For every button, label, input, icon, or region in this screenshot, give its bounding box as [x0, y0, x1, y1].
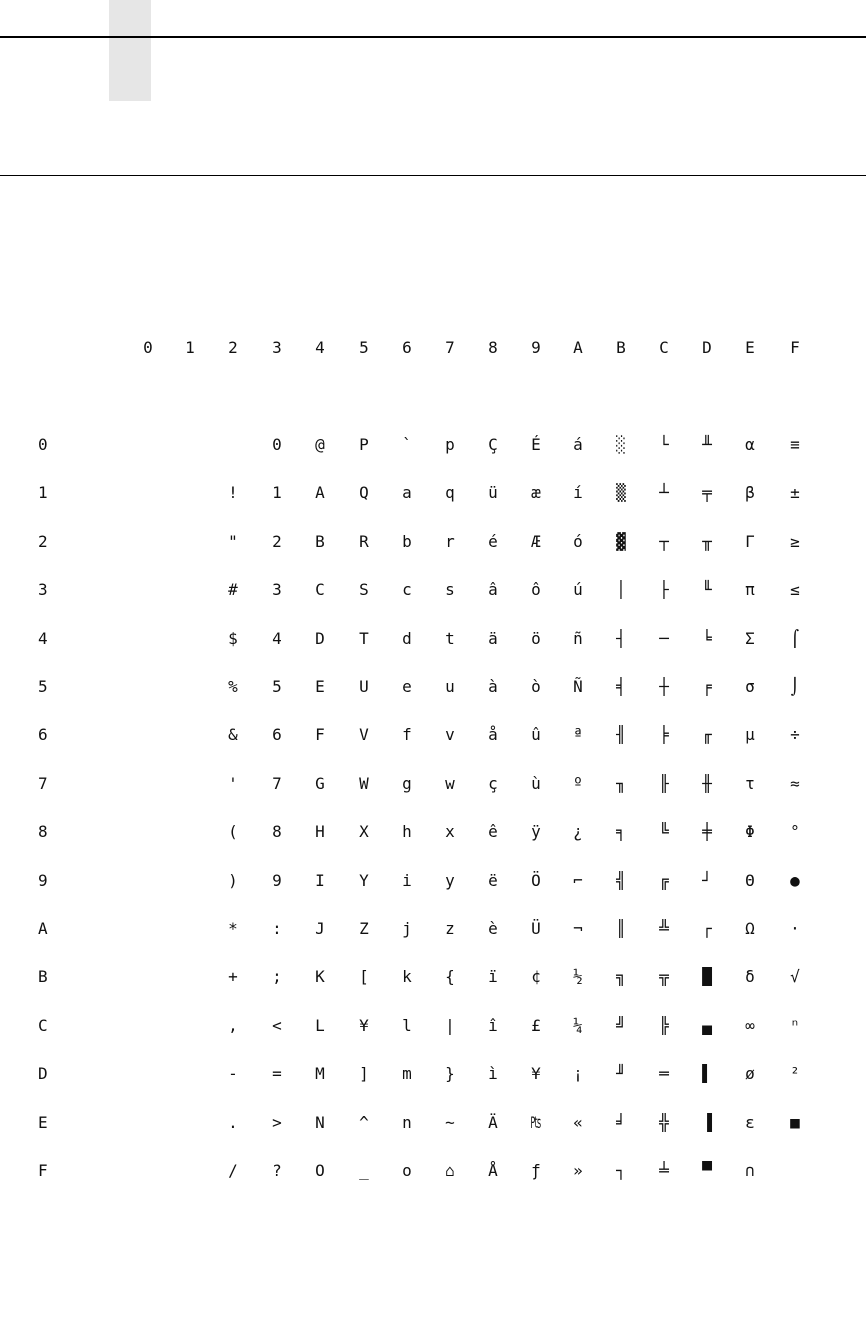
character-cell: Ñ [573, 677, 583, 696]
character-cell: ░ [616, 435, 626, 454]
character-cell: ■ [790, 1113, 800, 1132]
character-cell: ╗ [616, 967, 626, 986]
character-cell: ï [488, 967, 498, 986]
character-cell: « [573, 1113, 583, 1132]
character-cell: ú [573, 580, 583, 599]
character-cell: à [488, 677, 498, 696]
character-cell: l [402, 1016, 412, 1035]
character-cell: h [402, 822, 412, 841]
header-rule [0, 36, 866, 38]
character-cell: ╜ [616, 1064, 626, 1083]
column-header: 9 [531, 338, 541, 357]
character-cell: a [402, 483, 412, 502]
character-cell: │ [616, 580, 626, 599]
character-cell: ║ [616, 919, 626, 938]
character-cell: ä [488, 629, 498, 648]
character-cell: T [359, 629, 369, 648]
character-cell: ¼ [573, 1016, 583, 1035]
row-header: A [38, 919, 48, 938]
character-cell: $ [228, 629, 238, 648]
character-cell: ⌠ [790, 629, 800, 648]
character-cell: c [402, 580, 412, 599]
character-cell: ü [488, 483, 498, 502]
character-cell: Ω [745, 919, 755, 938]
column-header: E [745, 338, 755, 357]
character-cell: ╠ [659, 1016, 669, 1035]
character-cell: . [228, 1113, 238, 1132]
character-cell: Å [488, 1161, 498, 1180]
character-cell: █ [702, 967, 712, 986]
character-cell: ~ [445, 1113, 455, 1132]
character-cell: ▐ [702, 1113, 712, 1132]
character-cell: ▓ [616, 532, 626, 551]
character-cell: ╤ [702, 483, 712, 502]
row-header: 3 [38, 580, 48, 599]
character-cell: = [272, 1064, 282, 1083]
row-header: 1 [38, 483, 48, 502]
character-cell: * [228, 919, 238, 938]
row-header: 7 [38, 774, 48, 793]
character-cell: m [402, 1064, 412, 1083]
character-cell: δ [745, 967, 755, 986]
character-cell: e [402, 677, 412, 696]
character-cell: ; [272, 967, 282, 986]
character-cell: J [315, 919, 325, 938]
character-cell: ▄ [702, 1016, 712, 1035]
column-header: 8 [488, 338, 498, 357]
character-cell: { [445, 967, 455, 986]
character-cell: ╛ [616, 1113, 626, 1132]
row-header: 0 [38, 435, 48, 454]
character-cell: v [445, 725, 455, 744]
character-cell: X [359, 822, 369, 841]
character-cell: τ [745, 774, 755, 793]
character-cell: É [531, 435, 541, 454]
character-cell: ╞ [659, 725, 669, 744]
character-cell: ⌡ [790, 677, 800, 696]
character-cell: I [315, 871, 325, 890]
character-cell: ╒ [702, 677, 712, 696]
character-cell: E [315, 677, 325, 696]
character-cell: ì [488, 1064, 498, 1083]
character-cell: ! [228, 483, 238, 502]
column-header: C [659, 338, 669, 357]
character-cell: Æ [531, 532, 541, 551]
character-cell: í [573, 483, 583, 502]
character-cell: └ [659, 435, 669, 454]
character-cell: ε [745, 1113, 755, 1132]
character-cell: ╪ [702, 822, 712, 841]
character-cell: √ [790, 967, 800, 986]
character-cell: : [272, 919, 282, 938]
character-cell: ╔ [659, 871, 669, 890]
character-cell: j [402, 919, 412, 938]
character-cell: N [315, 1113, 325, 1132]
character-cell: 2 [272, 532, 282, 551]
character-cell: û [531, 725, 541, 744]
column-header: 2 [228, 338, 238, 357]
character-cell: ▌ [702, 1064, 712, 1083]
character-cell: ø [745, 1064, 755, 1083]
character-cell: M [315, 1064, 325, 1083]
character-cell: ' [228, 774, 238, 793]
character-cell: % [228, 677, 238, 696]
character-cell: - [228, 1064, 238, 1083]
character-cell: 4 [272, 629, 282, 648]
character-cell: Φ [745, 822, 755, 841]
character-cell: ½ [573, 967, 583, 986]
character-cell: ╧ [659, 1161, 669, 1180]
character-cell: k [402, 967, 412, 986]
character-cell: 6 [272, 725, 282, 744]
chapter-tab [109, 0, 151, 101]
character-cell: é [488, 532, 498, 551]
character-cell: ) [228, 871, 238, 890]
character-cell: è [488, 919, 498, 938]
character-cell: " [228, 532, 238, 551]
character-cell: w [445, 774, 455, 793]
character-cell: ╡ [616, 677, 626, 696]
row-header: E [38, 1113, 48, 1132]
row-header: 4 [38, 629, 48, 648]
section-rule [0, 175, 866, 176]
character-cell: ≥ [790, 532, 800, 551]
character-cell: U [359, 677, 369, 696]
row-header: 5 [38, 677, 48, 696]
character-cell: µ [745, 725, 755, 744]
character-cell: ¥ [359, 1016, 369, 1035]
character-cell: 8 [272, 822, 282, 841]
row-header: D [38, 1064, 48, 1083]
character-cell: ₧ [531, 1113, 541, 1132]
character-cell: | [445, 1016, 455, 1035]
character-cell: P [359, 435, 369, 454]
character-cell: ¢ [531, 967, 541, 986]
column-header: 0 [143, 338, 153, 357]
character-cell: ┐ [616, 1161, 626, 1180]
character-cell: t [445, 629, 455, 648]
character-cell: ⌐ [573, 871, 583, 890]
character-cell: p [445, 435, 455, 454]
character-cell: Ü [531, 919, 541, 938]
character-cell: Ä [488, 1113, 498, 1132]
character-cell: ö [531, 629, 541, 648]
character-cell: Z [359, 919, 369, 938]
character-cell: ¥ [531, 1064, 541, 1083]
character-cell: y [445, 871, 455, 890]
character-cell: ╦ [659, 967, 669, 986]
character-cell: Γ [745, 532, 755, 551]
character-cell: ≈ [790, 774, 800, 793]
row-header: 2 [38, 532, 48, 551]
character-cell: s [445, 580, 455, 599]
character-cell: # [228, 580, 238, 599]
character-cell: ╙ [702, 580, 712, 599]
character-cell: ╥ [702, 532, 712, 551]
character-cell: º [573, 774, 583, 793]
character-cell: ò [531, 677, 541, 696]
character-cell: d [402, 629, 412, 648]
character-cell: ╝ [616, 1016, 626, 1035]
character-cell: ÷ [790, 725, 800, 744]
character-cell: < [272, 1016, 282, 1035]
character-cell: α [745, 435, 755, 454]
character-cell: ┬ [659, 532, 669, 551]
character-cell: R [359, 532, 369, 551]
column-header: B [616, 338, 626, 357]
character-cell: σ [745, 677, 755, 696]
character-cell: 0 [272, 435, 282, 454]
character-cell: f [402, 725, 412, 744]
row-header: 6 [38, 725, 48, 744]
character-cell: g [402, 774, 412, 793]
column-header: D [702, 338, 712, 357]
character-cell: n [402, 1113, 412, 1132]
character-cell: ≡ [790, 435, 800, 454]
character-cell: ÿ [531, 822, 541, 841]
character-cell: V [359, 725, 369, 744]
character-cell: ç [488, 774, 498, 793]
character-cell: ° [790, 822, 800, 841]
character-cell: z [445, 919, 455, 938]
character-cell: ? [272, 1161, 282, 1180]
character-cell: H [315, 822, 325, 841]
character-cell: ┼ [659, 677, 669, 696]
column-header: 7 [445, 338, 455, 357]
character-cell: ├ [659, 580, 669, 599]
character-cell: ╕ [616, 822, 626, 841]
character-cell: ¿ [573, 822, 583, 841]
character-cell: S [359, 580, 369, 599]
character-cell: / [228, 1161, 238, 1180]
character-cell: 1 [272, 483, 282, 502]
character-cell: ─ [659, 629, 669, 648]
character-cell: o [402, 1161, 412, 1180]
character-cell: , [228, 1016, 238, 1035]
character-cell: ù [531, 774, 541, 793]
character-cell: G [315, 774, 325, 793]
character-cell: ● [790, 871, 800, 890]
character-cell: ⁿ [790, 1016, 800, 1035]
character-cell: ┴ [659, 483, 669, 502]
character-cell: ∩ [745, 1161, 755, 1180]
character-cell: ╬ [659, 1113, 669, 1132]
character-cell: ƒ [531, 1161, 541, 1180]
column-header: 5 [359, 338, 369, 357]
character-cell: ≤ [790, 580, 800, 599]
character-cell: ] [359, 1064, 369, 1083]
character-cell: Ö [531, 871, 541, 890]
character-cell: ^ [359, 1113, 369, 1132]
character-cell: q [445, 483, 455, 502]
character-cell: Q [359, 483, 369, 502]
character-cell: > [272, 1113, 282, 1132]
character-cell: C [315, 580, 325, 599]
character-cell: 7 [272, 774, 282, 793]
character-cell: β [745, 483, 755, 502]
character-cell: ª [573, 725, 583, 744]
character-cell: F [315, 725, 325, 744]
character-cell: ┘ [702, 871, 712, 890]
character-cell: ╣ [616, 871, 626, 890]
character-cell: ± [790, 483, 800, 502]
character-cell: O [315, 1161, 325, 1180]
character-cell: ▒ [616, 483, 626, 502]
character-cell: ╓ [702, 725, 712, 744]
character-cell: ë [488, 871, 498, 890]
character-cell: B [315, 532, 325, 551]
character-cell: ∞ [745, 1016, 755, 1035]
character-cell: ╟ [659, 774, 669, 793]
character-cell: ñ [573, 629, 583, 648]
character-cell: ╘ [702, 629, 712, 648]
character-cell: ╨ [702, 435, 712, 454]
character-cell: ▀ [702, 1161, 712, 1180]
character-cell: } [445, 1064, 455, 1083]
character-cell: ╫ [702, 774, 712, 793]
character-cell: ê [488, 822, 498, 841]
character-cell: æ [531, 483, 541, 502]
character-cell: 9 [272, 871, 282, 890]
character-cell: [ [359, 967, 369, 986]
character-cell: å [488, 725, 498, 744]
character-cell: 3 [272, 580, 282, 599]
character-cell: 5 [272, 677, 282, 696]
column-header: 3 [272, 338, 282, 357]
character-cell: ╩ [659, 919, 669, 938]
character-cell: ` [402, 435, 412, 454]
character-cell: π [745, 580, 755, 599]
character-cell: b [402, 532, 412, 551]
character-cell: K [315, 967, 325, 986]
character-cell: + [228, 967, 238, 986]
character-cell: Y [359, 871, 369, 890]
character-cell: ╖ [616, 774, 626, 793]
character-cell: Σ [745, 629, 755, 648]
column-header: 1 [185, 338, 195, 357]
character-cell: £ [531, 1016, 541, 1035]
character-cell: ╚ [659, 822, 669, 841]
character-cell: ô [531, 580, 541, 599]
character-cell: ó [573, 532, 583, 551]
character-cell: A [315, 483, 325, 502]
character-cell: î [488, 1016, 498, 1035]
character-cell: ⌂ [445, 1161, 455, 1180]
row-header: C [38, 1016, 48, 1035]
character-cell: @ [315, 435, 325, 454]
character-cell: ¡ [573, 1064, 583, 1083]
column-header: 6 [402, 338, 412, 357]
character-cell: u [445, 677, 455, 696]
character-cell: â [488, 580, 498, 599]
character-cell: ² [790, 1064, 800, 1083]
row-header: 8 [38, 822, 48, 841]
character-cell: i [402, 871, 412, 890]
row-header: 9 [38, 871, 48, 890]
character-cell: Ç [488, 435, 498, 454]
character-cell: ╢ [616, 725, 626, 744]
character-cell: D [315, 629, 325, 648]
character-cell: W [359, 774, 369, 793]
character-cell: Θ [745, 871, 755, 890]
row-header: B [38, 967, 48, 986]
row-header: F [38, 1161, 48, 1180]
column-header: 4 [315, 338, 325, 357]
character-cell: á [573, 435, 583, 454]
column-header: F [790, 338, 800, 357]
character-cell: & [228, 725, 238, 744]
character-cell: ═ [659, 1064, 669, 1083]
column-header: A [573, 338, 583, 357]
character-cell: » [573, 1161, 583, 1180]
character-cell: ┤ [616, 629, 626, 648]
character-cell: x [445, 822, 455, 841]
character-cell: ( [228, 822, 238, 841]
character-cell: ┌ [702, 919, 712, 938]
character-cell: ¬ [573, 919, 583, 938]
character-cell: _ [359, 1161, 369, 1180]
character-cell: · [790, 919, 800, 938]
character-cell: L [315, 1016, 325, 1035]
character-cell: r [445, 532, 455, 551]
